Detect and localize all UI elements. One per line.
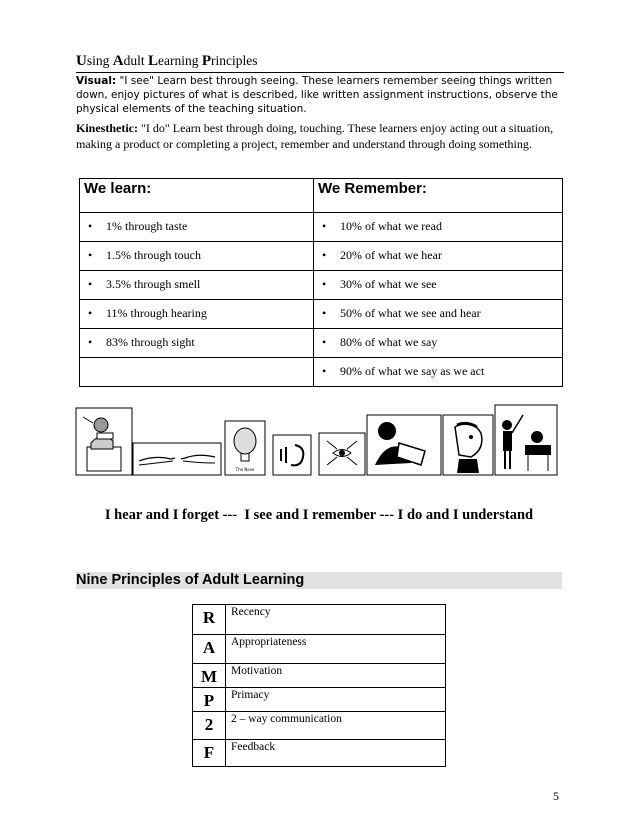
learn-cell: [80, 329, 314, 358]
remember-item: 30% of what we see: [340, 277, 437, 291]
visual-label: Visual:: [76, 75, 117, 87]
remember-item: 50% of what we see and hear: [340, 306, 481, 320]
principle-text: Recency: [226, 605, 446, 635]
bullet: •: [88, 335, 93, 349]
principle-letter: R: [193, 605, 226, 635]
title-cap-p: P: [201, 53, 212, 69]
remember-item: 90% of what we say as we act: [340, 364, 485, 378]
ear-icon: [273, 435, 311, 475]
title-rest-a: dult: [123, 53, 148, 68]
learn-item: 1.5% through touch: [106, 248, 201, 262]
title-rest-u: sing: [86, 53, 113, 68]
learn-item: 3.5% through smell: [106, 277, 201, 291]
remember-cell: [314, 358, 563, 387]
visual-paragraph: [76, 74, 564, 116]
bullet: •: [322, 277, 327, 291]
teacher-icon: [495, 405, 557, 475]
table-row: [80, 329, 563, 358]
bullet: •: [322, 364, 327, 378]
remember-item: 10% of what we read: [340, 219, 442, 233]
remember-cell: [314, 329, 563, 358]
kinesthetic-paragraph: [76, 120, 556, 152]
title-rest-p: rinciples: [211, 53, 258, 68]
kinesthetic-text: "I do" Learn best through doing, touching. These learners enjoy acting out a situation, making a product or completing a project, remember and understand through doing something.: [76, 121, 554, 151]
table-row: [80, 300, 563, 329]
title-cap-a: A: [112, 53, 124, 69]
page-number: 5: [553, 789, 559, 803]
remember-item: 80% of what we say: [340, 335, 438, 349]
title-cap-l: L: [147, 53, 158, 69]
table-row: [193, 605, 446, 635]
table-row: [80, 358, 563, 387]
learn-cell: [80, 300, 314, 329]
principle-text: Feedback: [226, 740, 446, 767]
remember-cell: [314, 213, 563, 242]
table-row: [193, 688, 446, 712]
table-row: [80, 242, 563, 271]
remember-cell: [314, 271, 563, 300]
principle-text: Primacy: [226, 688, 446, 712]
table-header-row: [80, 179, 563, 213]
learn-item: 83% through sight: [106, 335, 195, 349]
eye-icon: [319, 433, 365, 475]
bullet: •: [322, 335, 327, 349]
bullet: •: [88, 219, 93, 233]
nine-principles-heading: Nine Principles of Adult Learning: [76, 572, 562, 589]
principle-text: Appropriateness: [226, 635, 446, 664]
clipart-caption: The Nose: [235, 467, 255, 472]
touching-hands-icon: [133, 443, 221, 475]
principle-letter: 2: [193, 712, 226, 740]
kinesthetic-label: Kinesthetic:: [76, 121, 138, 135]
principles-table: [192, 604, 446, 767]
we-remember-header: We Remember:: [314, 179, 563, 213]
man-reading-icon: [367, 415, 441, 475]
bullet: •: [88, 277, 93, 291]
learn-cell: [80, 271, 314, 300]
visual-text: "I see" Learn best through seeing. These learners remember seeing things written down, enjoy pictures of what is described, like written assignment instructions, observe the physical elements of the teaching situation.: [76, 75, 558, 115]
principle-letter: P: [193, 688, 226, 712]
title-cap-u: U: [76, 53, 87, 69]
bullet: •: [322, 248, 327, 262]
principle-letter: M: [193, 664, 226, 688]
page-title: [76, 53, 564, 73]
table-row: [80, 271, 563, 300]
table-row: [193, 635, 446, 664]
motto-text: I hear and I forget --- I see and I remember --- I do and I understand: [104, 507, 534, 523]
head-icon: [225, 421, 265, 475]
learn-cell: [80, 242, 314, 271]
title-rest-l: earning: [157, 53, 202, 68]
remember-item: 20% of what we hear: [340, 248, 442, 262]
learn-cell: [80, 213, 314, 242]
principle-letter: F: [193, 740, 226, 767]
principle-text: Motivation: [226, 664, 446, 688]
table-row: [193, 712, 446, 740]
bullet: •: [88, 248, 93, 262]
clipart-strip: [75, 403, 565, 478]
table-row: [193, 740, 446, 767]
principle-text: 2 – way communication: [226, 712, 446, 740]
table-row: [193, 664, 446, 688]
learn-remember-table: [79, 178, 563, 387]
learn-cell-empty: [80, 358, 314, 387]
we-learn-header: We learn:: [80, 179, 314, 213]
principle-letter: A: [193, 635, 226, 664]
remember-cell: [314, 242, 563, 271]
bullet: •: [322, 306, 327, 320]
learn-item: 11% through hearing: [106, 306, 207, 320]
bullet: •: [88, 306, 93, 320]
learn-item: 1% through taste: [106, 219, 188, 233]
thinking-man-icon: [443, 415, 493, 475]
table-row: [80, 213, 563, 242]
remember-cell: [314, 300, 563, 329]
reader-at-desk-icon: [76, 408, 132, 475]
bullet: •: [322, 219, 327, 233]
